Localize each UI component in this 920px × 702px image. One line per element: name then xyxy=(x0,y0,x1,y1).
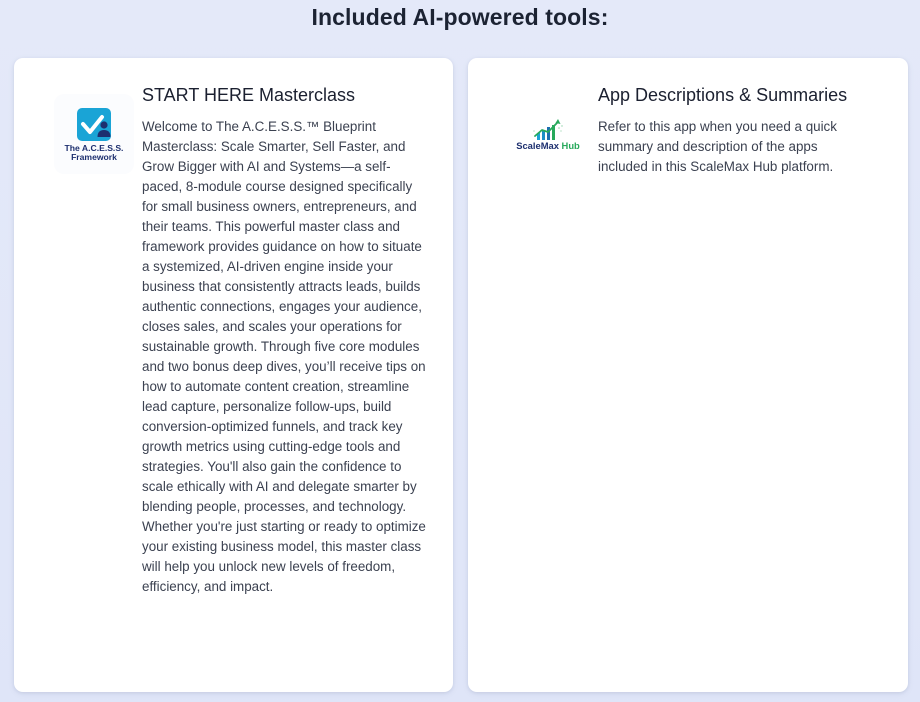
scalemax-hub-logo xyxy=(508,94,588,174)
growth-chart-icon xyxy=(528,117,568,141)
acess-framework-logo xyxy=(54,94,134,174)
tool-card-description: Refer to this app when you need a quick summary and description of the apps included in this ScaleMax Hub platform. xyxy=(598,119,837,174)
scalemax-logo-part1: ScaleMax xyxy=(516,140,559,151)
acess-logo-line1: The A.C.E.S.S. xyxy=(64,142,124,153)
acess-logo-wordmark xyxy=(65,144,124,162)
acess-logo-line2: Framework xyxy=(71,151,117,162)
tool-card-app-descriptions[interactable] xyxy=(468,58,908,692)
tool-card-description: Welcome to The A.C.E.S.S.™ Blueprint Masterclass: Scale Smarter, Sell Faster, and Grow Bigger with AI and Systems—a self-paced, 8-module course designed specifically for small business owners, entrepreneurs, and their teams. This powerful master class and framework provides guidance on how to situate a systemized, AI-driven engine inside your business that consistently attracts leads, builds authentic connections, engages your audience, closes sales, and scales your operations for sustainable growth. Through five core modules and two bonus deep dives, you’ll receive tips on how to automate content creation, streamline lead capture, personalize follow-ups, build conversion-optimized funnels, and track key growth metrics using cutting-edge tools and strategies. You'll also gain the confidence to scale ethically with AI and delegate smarter by blending people, processes, and technology. Whether you're just starting or ready to optimize your existing business model, this master class will help you unlock new levels of freedom, efficiency, and impact. xyxy=(142,119,426,594)
tool-card-title[interactable]: App Descriptions & Summaries xyxy=(598,85,848,105)
scalemax-logo-wordmark xyxy=(516,141,580,151)
checkmark-person-icon xyxy=(74,107,114,143)
tool-card-start-here-masterclass[interactable] xyxy=(14,58,453,692)
section-title: Included AI-powered tools: xyxy=(311,4,609,30)
tool-card-title[interactable]: START HERE Masterclass xyxy=(142,85,356,105)
scalemax-logo-part2: Hub xyxy=(558,140,580,151)
